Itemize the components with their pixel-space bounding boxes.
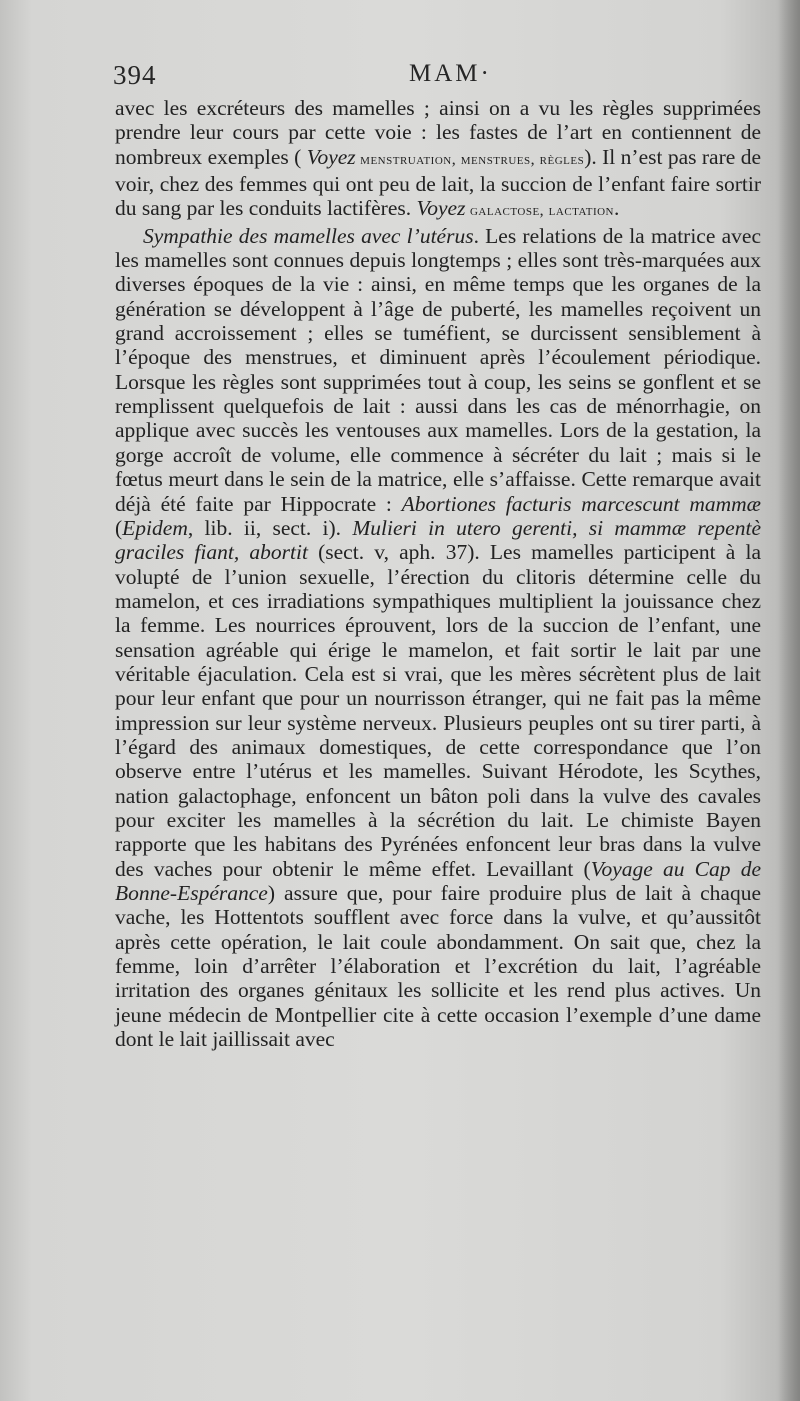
italic-run: Epidem (122, 515, 188, 540)
italic-run: Voyez (306, 144, 356, 169)
body-text (115, 96, 761, 1051)
cross-reference-run: galactose, lactation (465, 202, 614, 220)
page-number: 394 (113, 60, 157, 90)
text-run: ) assure que, pour faire produire plus de lait à chaque vache, les Hottentots soufflent avec force dans la vulve, et qu’aussitôt après cette opération, le lait coule abondamment. On sait que, chez la femme, loin d’arrêter l’élaboration et l’excrétion du lait, l’agréable irritation des organes génitaux les sollicite et les rend plus actives. Un jeune médecin de Montpellier cite à cette occasion l’exemple d’une dame dont le lait jaillissait avec (115, 881, 761, 1052)
paragraph-continuation (115, 96, 761, 224)
text-run: avec les excréteurs des mamelles ; ainsi on a vu les règles supprimées prendre leur cours par cette voie : les fastes de l’art en contiennent de nombreux exemples ( (115, 96, 761, 169)
italic-run: Abortiones facturis marcescunt mammæ (401, 491, 761, 516)
running-head: MAM· (409, 60, 492, 87)
text-run: . Les relations de la matrice avec les mamelles sont connues depuis longtemps ; elles sont très-marquées aux diverses époques de la vie : ainsi, en même temps que les organes de la génération se développent à l’âge de puberté, les mamelles reçoivent un grand accroissement ; elles se tuméfient, se durcissent sensiblement à l’époque des menstrues, et diminuent après l’écoulement périodique. Lorsque les règles sont supprimées tout à coup, les seins se gonflent et se remplissent quelquefois de lait : aussi dans les cas de ménorrhagie, on applique avec succès les ventouses aux mamelles. Lors de la gestation, la gorge accroît de volume, elle commence à sécréter du lait ; mais si le fœtus meurt dans le sein de la matrice, elle s’affaisse. Cette remarque avait déjà été faite par Hippocrate : (115, 223, 761, 516)
cross-reference-run: menstruation, menstrues, règles (355, 150, 585, 168)
text-run: , lib. ii, sect. i). (187, 515, 353, 540)
page-edge-shadow (778, 0, 800, 1401)
text-run: (sect. v, aph. 37). Les mamelles participent à la volupté de l’union sexuelle, l’érection du clitoris détermine celle du mamelon, et ces irradiations sympathiques multiplient la jouissance chez la femme. Les nourrices éprouvent, lors de la succion de l’enfant, une sensation agréable qui érige le mamelon, et fait sortir le lait par une véritable éjaculation. Cela est si vrai, que les mères sécrètent plus de lait pour leur enfant que pour un nourrisson étranger, qui ne fait pas la même impression sur leur système nerveux. Plusieurs peuples ont su tirer parti, à l’égard des animaux domestiques, de cette correspondance que l’on observe entre l’utérus et les mamelles. Suivant Hérodote, les Scythes, nation galactophage, enfoncent un bâton poli dans la vulve des cavales pour exciter les mamelles à la sécrétion du lait. Le chimiste Bayen rapporte que les habitans des Pyrénées enfoncent leur bras dans la vulve des vaches pour obtenir le même effet. Levaillant ( (115, 540, 761, 881)
text-run: . (614, 196, 620, 221)
text-run: ( (115, 515, 123, 540)
italic-run: Voyez (416, 196, 466, 221)
italic-run: Sympathie des mamelles avec l’utérus (143, 223, 474, 248)
italic-run: Mulieri in utero gerenti, si mammæ repentè graciles fiant, abortit (115, 515, 761, 565)
paragraph-sympathie (115, 224, 761, 1052)
page-header (113, 60, 763, 96)
italic-run: Voyage au Cap de Bonne-Espérance (115, 856, 761, 905)
text-run: ). Il n’est pas rare de voir, chez des femmes qui ont peu de lait, la succion de l’enfant faire sortir du sang par les conduits lactifères. (115, 144, 761, 221)
